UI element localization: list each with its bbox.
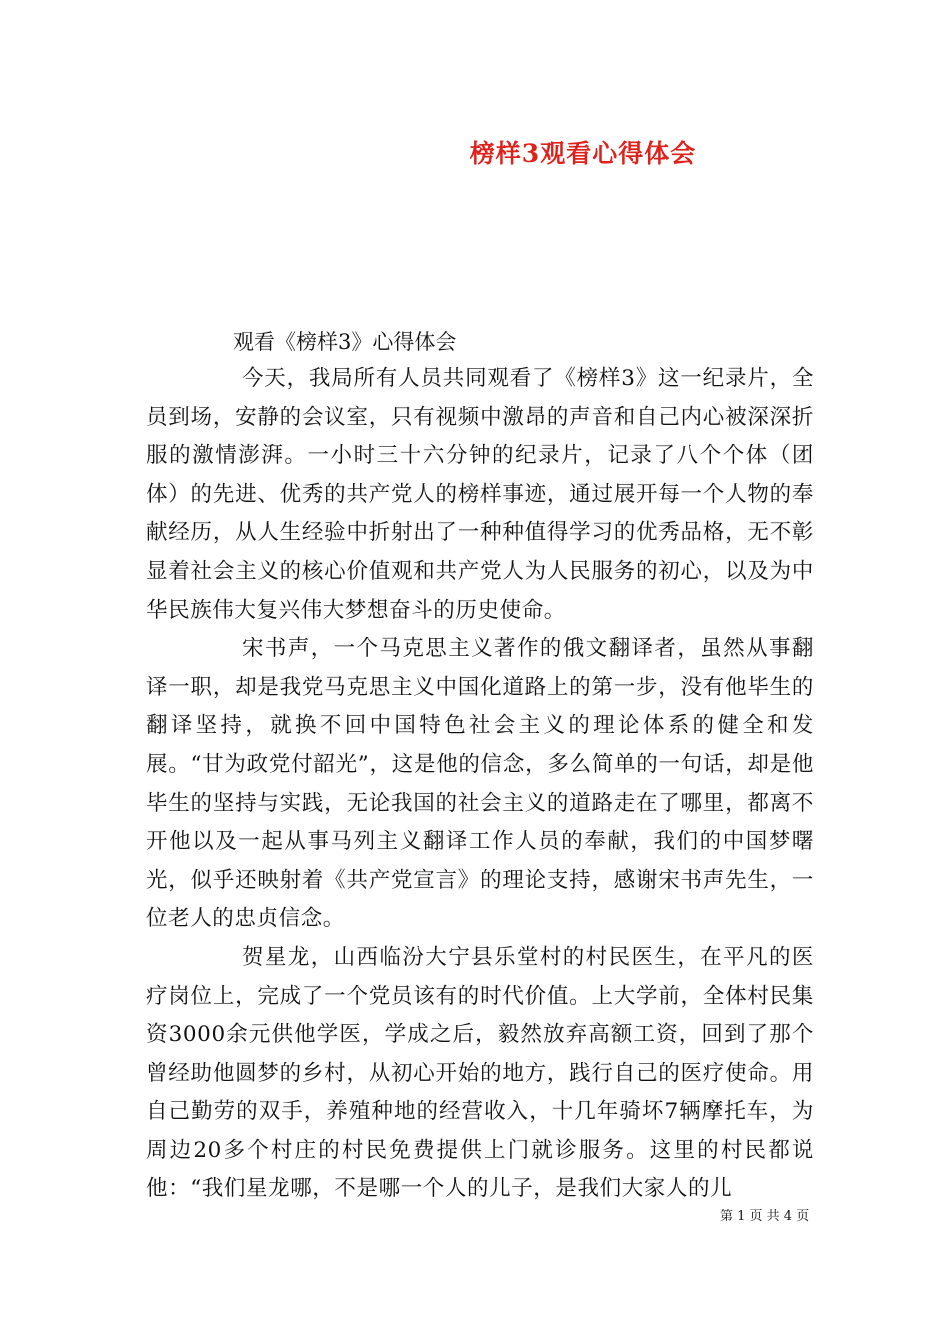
paragraph: 宋书声，一个马克思主义著作的俄文翻译者，虽然从事翻译一职，却是我党马克思主义中国化道路上的第一步，没有他毕生的翻译坚持，就换不回中国特色社会主义的理论体系的健全和发展。“甘为政党付韶光”，这是他的信念，多么简单的一句话，却是他毕生的坚持与实践，无论我国的社会主义的道路走在了哪里，都离不开他以及一起从事马列主义翻译工作人员的奉献，我们的中国梦曙光，似乎还映射着《共产党宣言》的理论支持，感谢宋书声先生，一位老人的忠贞信念。 xyxy=(146,636,814,932)
page-number-footer: 第 1 页 共 4 页 xyxy=(720,1209,810,1224)
paragraph: 贺星龙，山西临汾大宁县乐堂村的村民医生，在平凡的医疗岗位上，完成了一个党员该有的时代价值。上大学前，全体村民集资3000余元供他学医，学成之后，毅然放弃高额工资，回到了那个曾经助他圆梦的乡村，从初心开始的地方，践行自己的医疗使命。用自己勤劳的双手，养殖种地的经营收入，十几年骑坏7辆摩托车，为周边20多个村庄的村民免费提供上门就诊服务。这里的村民都说他：“我们星龙哪，不是哪一个人的儿子，是我们大家人的儿 xyxy=(146,944,814,1202)
document-body xyxy=(146,360,814,1209)
document-subtitle: 观看《榜样3》心得体会 xyxy=(233,330,457,354)
document-title: 榜样3观看心得体会 xyxy=(469,139,697,168)
paragraph: 今天，我局所有人员共同观看了《榜样3》这一纪录片，全员到场，安静的会议室，只有视频中激昂的声音和自己内心被深深折服的激情澎湃。一小时三十六分钟的纪录片，记录了八个个体（团体）的先进、优秀的共产党人的榜样事迹，通过展开每一个人物的奉献经历，从人生经验中折射出了一种种值得学习的优秀品格，无不彰显着社会主义的核心价值观和共产党人为人民服务的初心，以及为中华民族伟大复兴伟大梦想奋斗的历史使命。 xyxy=(146,366,814,623)
